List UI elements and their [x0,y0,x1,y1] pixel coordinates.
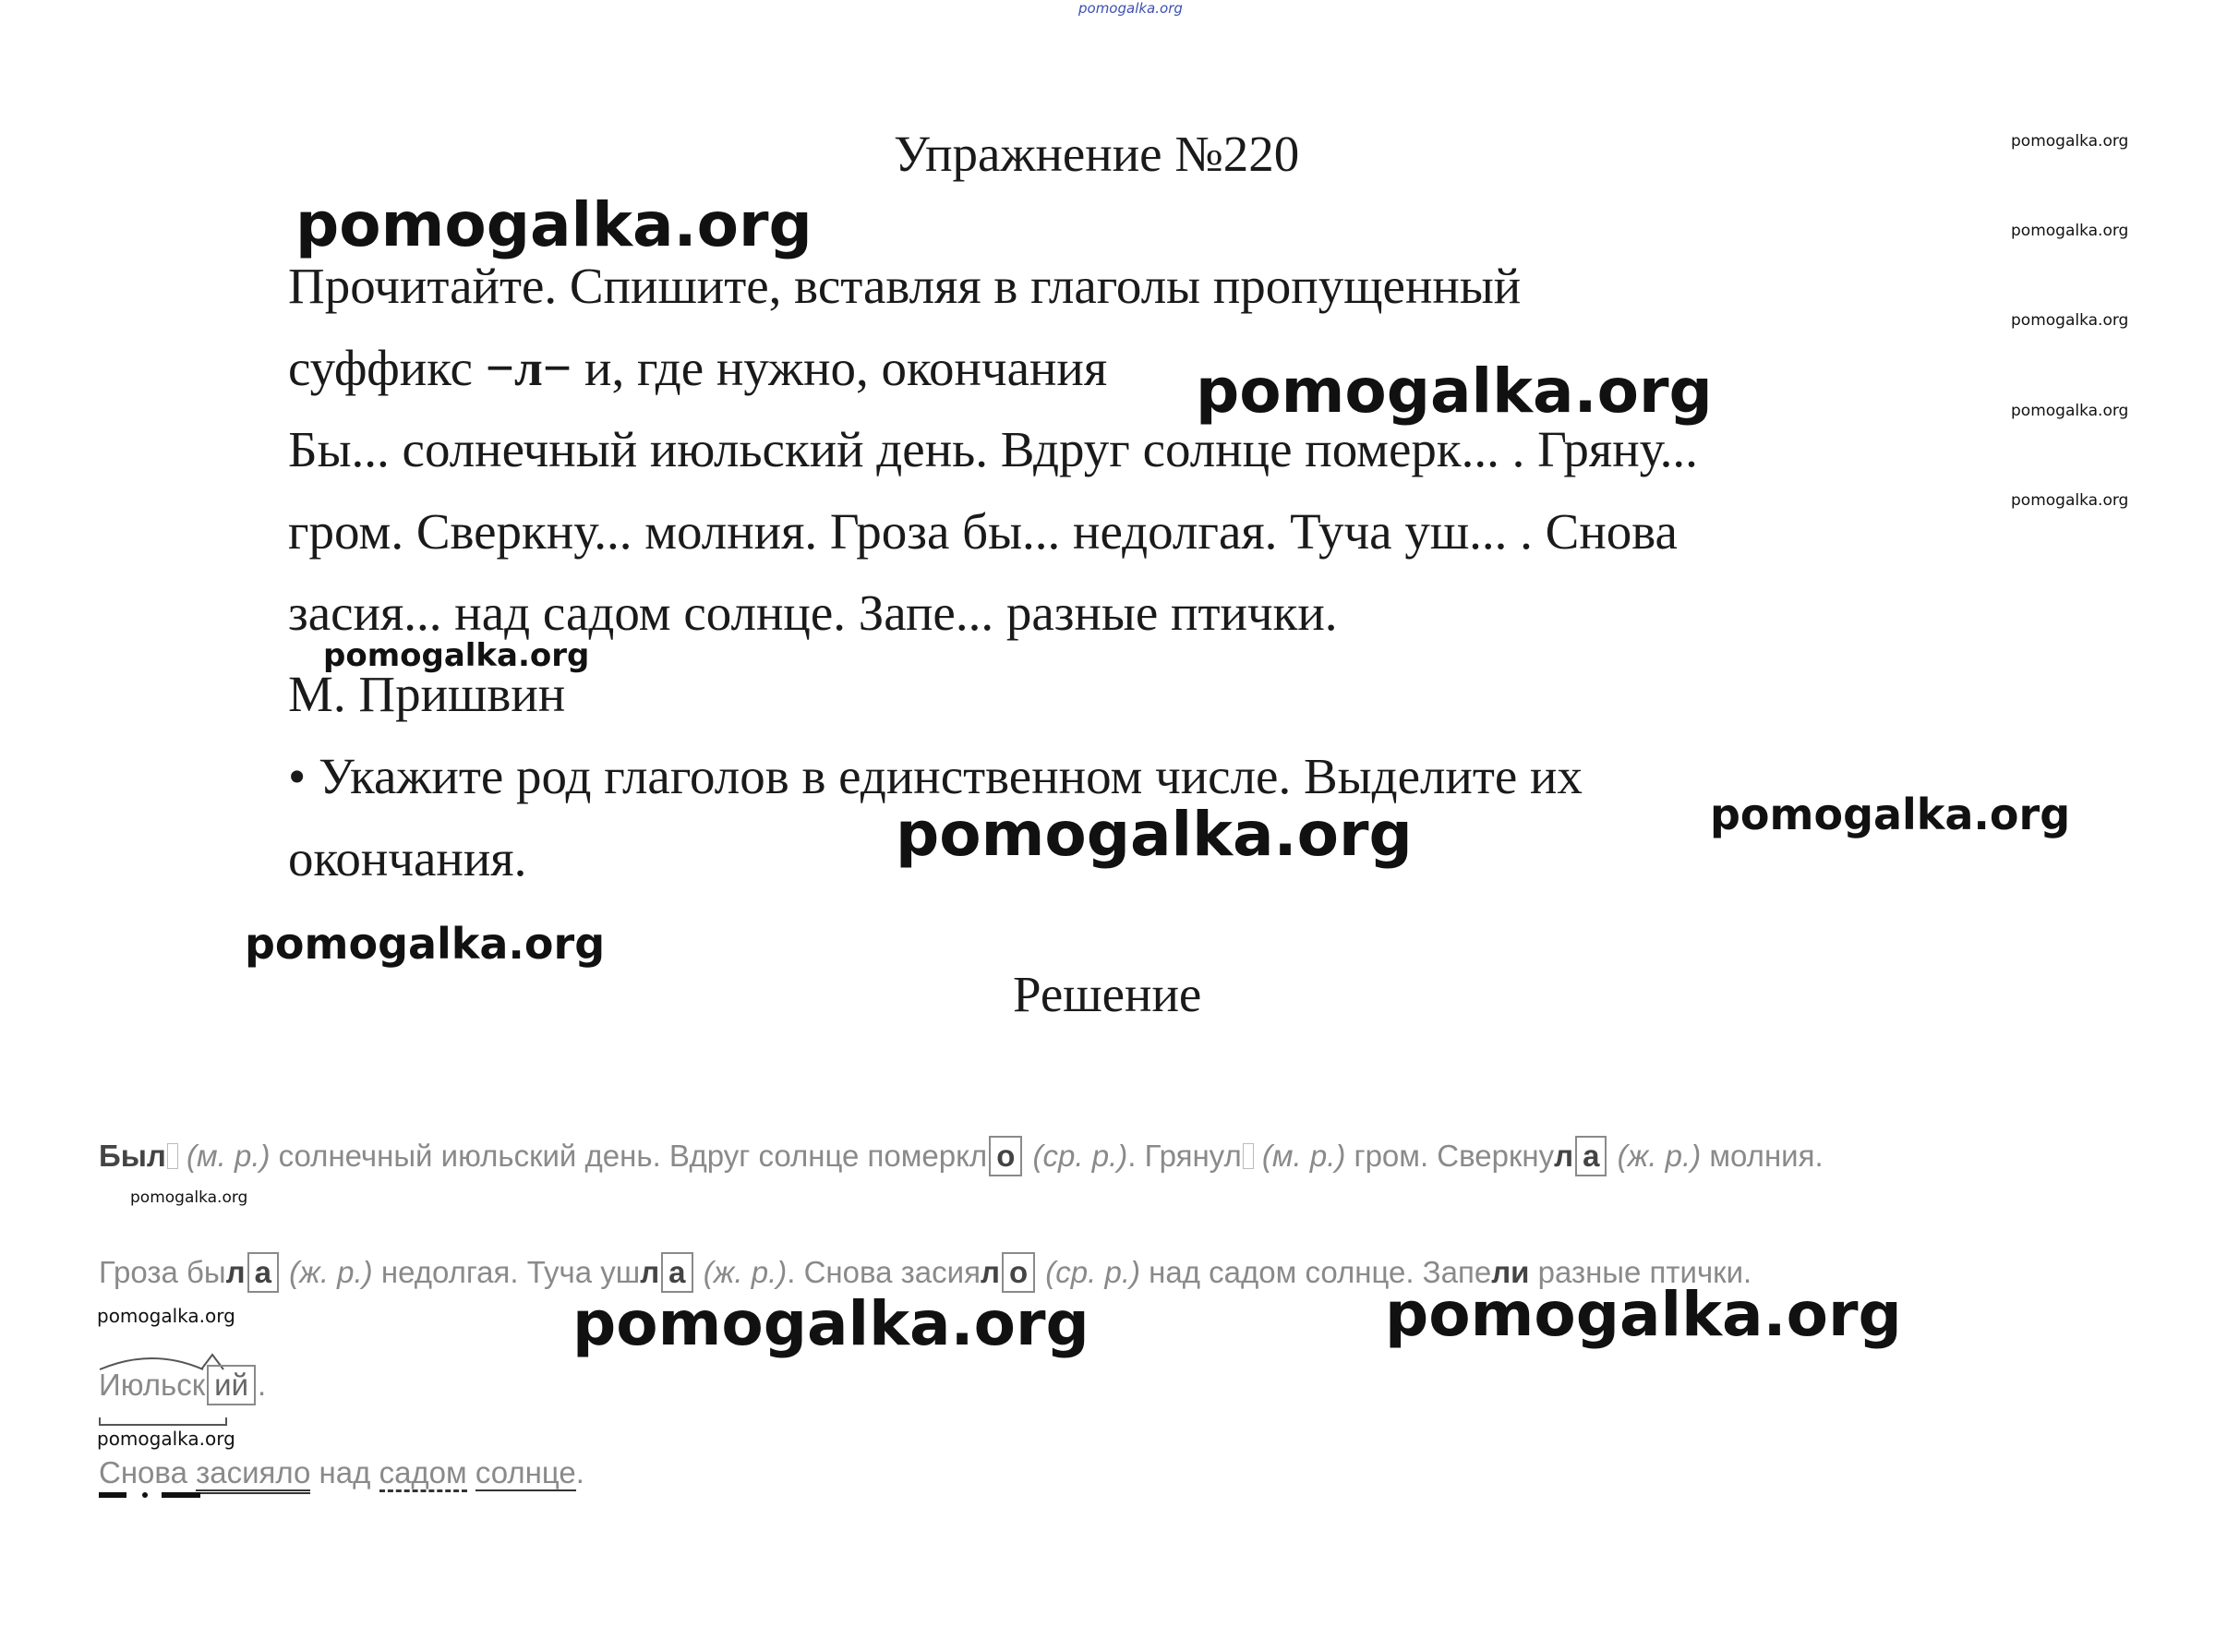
morph-stem: Июльск [99,1368,206,1402]
row2-text-4: над садом солнце. Запе [1139,1255,1492,1289]
exercise-title: Упражнение №220 [894,126,1300,182]
ending-box-1: о [989,1136,1022,1176]
parse-snova: Снова [99,1455,187,1489]
ending-box-2: а [1575,1136,1607,1176]
watermark-large-4: pomogalka.org [572,1288,1089,1359]
exercise-author: М. Пришвин [288,666,566,722]
watermark-small-sol-2: pomogalka.org [97,1305,235,1327]
exercise-task-2: окончания. [288,830,527,886]
ending-box-4: а [661,1252,692,1293]
exercise-line-1: Прочитайте. Спишите, вставляя в глаголы пропущенный [288,258,1522,314]
parse-sadom: садом [379,1455,467,1492]
exercise-line-3: Бы... солнечный июльский день. Вдруг солнце померк... . Гряну... [288,421,1698,477]
row1-text-2: . Грянул [1127,1139,1242,1173]
row2-text-1: Гроза бы [99,1255,226,1289]
gender-7: (ср. р.) [1045,1255,1140,1289]
gender-1: (м. р.) [187,1139,271,1173]
watermark-left: pomogalka.org [245,919,606,969]
suffix-li: ли [1491,1255,1530,1289]
side-watermark-4: pomogalka.org [2011,402,2129,420]
gender-2: (ср. р.) [1032,1139,1128,1173]
row1-text-3: гром. Сверкну [1345,1139,1555,1173]
ending-box-5: о [1002,1252,1035,1293]
exercise-task-1: • Укажите род глаголов в единственном числе. Выделите их [288,748,1583,804]
gender-4: (ж. р.) [1617,1139,1702,1173]
gender-6: (ж. р.) [703,1255,788,1289]
dot-1 [142,1492,148,1498]
morph-word [99,1365,266,1405]
suffix-l: −л− [485,340,572,396]
row1-text-1: солнечный июльский день. Вдруг солнце померкл [270,1139,988,1173]
watermark-author: pomogalka.org [323,637,590,674]
syntax-parse [99,1455,584,1490]
exercise-line-5: засия... над садом солнце. Запе... разные птички. [288,585,1338,641]
row2-text-2: недолгая. Туча уш [372,1255,641,1289]
row2-text-3: . Снова засия [787,1255,981,1289]
stem-bracket [100,1417,226,1425]
watermark-small-sol-3: pomogalka.org [97,1428,235,1450]
exercise-line-4: гром. Сверкну... молния. Гроза бы... недолгая. Туча уш... . Снова [288,503,1678,560]
zero-ending-mark-2 [1243,1143,1254,1169]
gender-3: (м. р.) [1261,1139,1346,1173]
top-watermark: pomogalka.org [1078,0,1183,17]
ending-box-3: а [247,1252,279,1293]
zero-ending-mark-1 [167,1143,178,1169]
row2-text-5: разные птички. [1529,1255,1752,1289]
watermark-large-5: pomogalka.org [1385,1279,1902,1350]
parse-solntse: солнце [475,1455,576,1489]
watermark-large-3: pomogalka.org [896,799,1413,870]
side-watermark-3: pomogalka.org [2011,311,2129,330]
morph-dot: . [258,1368,267,1402]
suffix-l-3: л [640,1255,660,1289]
watermark-large-1: pomogalka.org [295,189,813,260]
watermark-small-sol-1: pomogalka.org [130,1188,248,1207]
parse-dot: . [575,1455,584,1489]
suffix-l-2: л [225,1255,246,1289]
parse-zasiyalo: засияло [196,1455,310,1494]
side-watermark-5: pomogalka.org [2011,491,2129,510]
parse-nad: над [319,1455,371,1489]
morph-ending-box: ий [207,1365,256,1405]
watermark-right: pomogalka.org [1710,790,2071,839]
row1-text-4: молния. [1701,1139,1824,1173]
exercise-line-2-post: и, где нужно, окончания [572,340,1108,396]
solution-heading: Решение [1013,966,1202,1022]
exercise-line-2-pre: суффикс [288,340,486,396]
suffix-l-4: л [980,1255,1000,1289]
adverbial-underline [97,1489,208,1501]
gender-5: (ж. р.) [289,1255,373,1289]
watermark-large-2: pomogalka.org [1196,356,1713,427]
exercise-line-2 [288,339,1107,397]
side-watermark-2: pomogalka.org [2011,222,2129,240]
word-byl: Был [99,1139,166,1173]
side-watermark-1: pomogalka.org [2011,132,2129,151]
solution-row-1 [99,1136,1824,1176]
suffix-l-1: л [1554,1139,1574,1173]
